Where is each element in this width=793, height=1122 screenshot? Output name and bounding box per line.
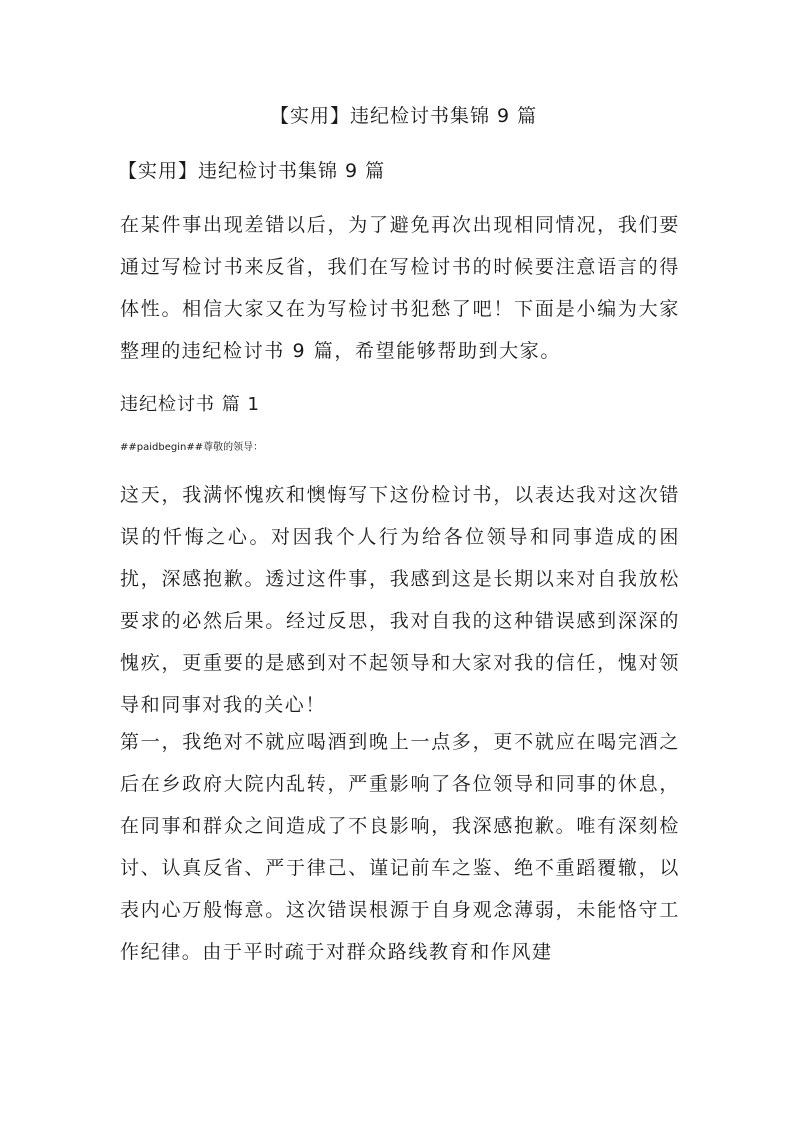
section-heading: 违纪检讨书 篇 1 bbox=[120, 394, 260, 415]
intro-paragraph: 在某件事出现差错以后，为了避免再次出现相同情况，我们要通过写检讨书来反省，我们在写检讨书的时候要注意语言的得体性。相信大家又在为写检讨书犯愁了吧！下面是小编为大家整理的违纪检讨书 9 篇，希望能够帮助到大家。 bbox=[120, 214, 680, 362]
document-title: 【实用】违纪检讨书集锦 9 篇 bbox=[270, 105, 538, 127]
salutation: ##paidbegin##尊敬的领导： bbox=[120, 442, 264, 453]
body-paragraph-1: 这天，我满怀愧疚和懊悔写下这份检讨书，以表达我对这次错误的忏悔之心。对因我个人行为给各位领导和同事造成的困扰，深感抱歉。透过这件事，我感到这是长期以来对自我放松要求的必然后果。经过反思，我对自我的这种错误感到深深的愧疚，更重要的是感到对不起领导和大家对我的信任，愧对领导和同事对我的关心！ bbox=[120, 484, 680, 716]
document-subtitle: 【实用】违纪检讨书集锦 9 篇 bbox=[118, 160, 386, 182]
body-paragraph-2: 第一，我绝对不就应喝酒到晚上一点多，更不就应在喝完酒之后在乡政府大院内乱转，严重影响了各位领导和同事的休息，在同事和群众之间造成了不良影响，我深感抱歉。唯有深刻检讨、认真反省、严于律己、谨记前车之鉴、绝不重蹈覆辙，以表内心万般悔意。这次错误根源于自身观念薄弱，未能恪守工作纪律。由于平时疏于对群众路线教育和作风建 bbox=[120, 731, 680, 963]
